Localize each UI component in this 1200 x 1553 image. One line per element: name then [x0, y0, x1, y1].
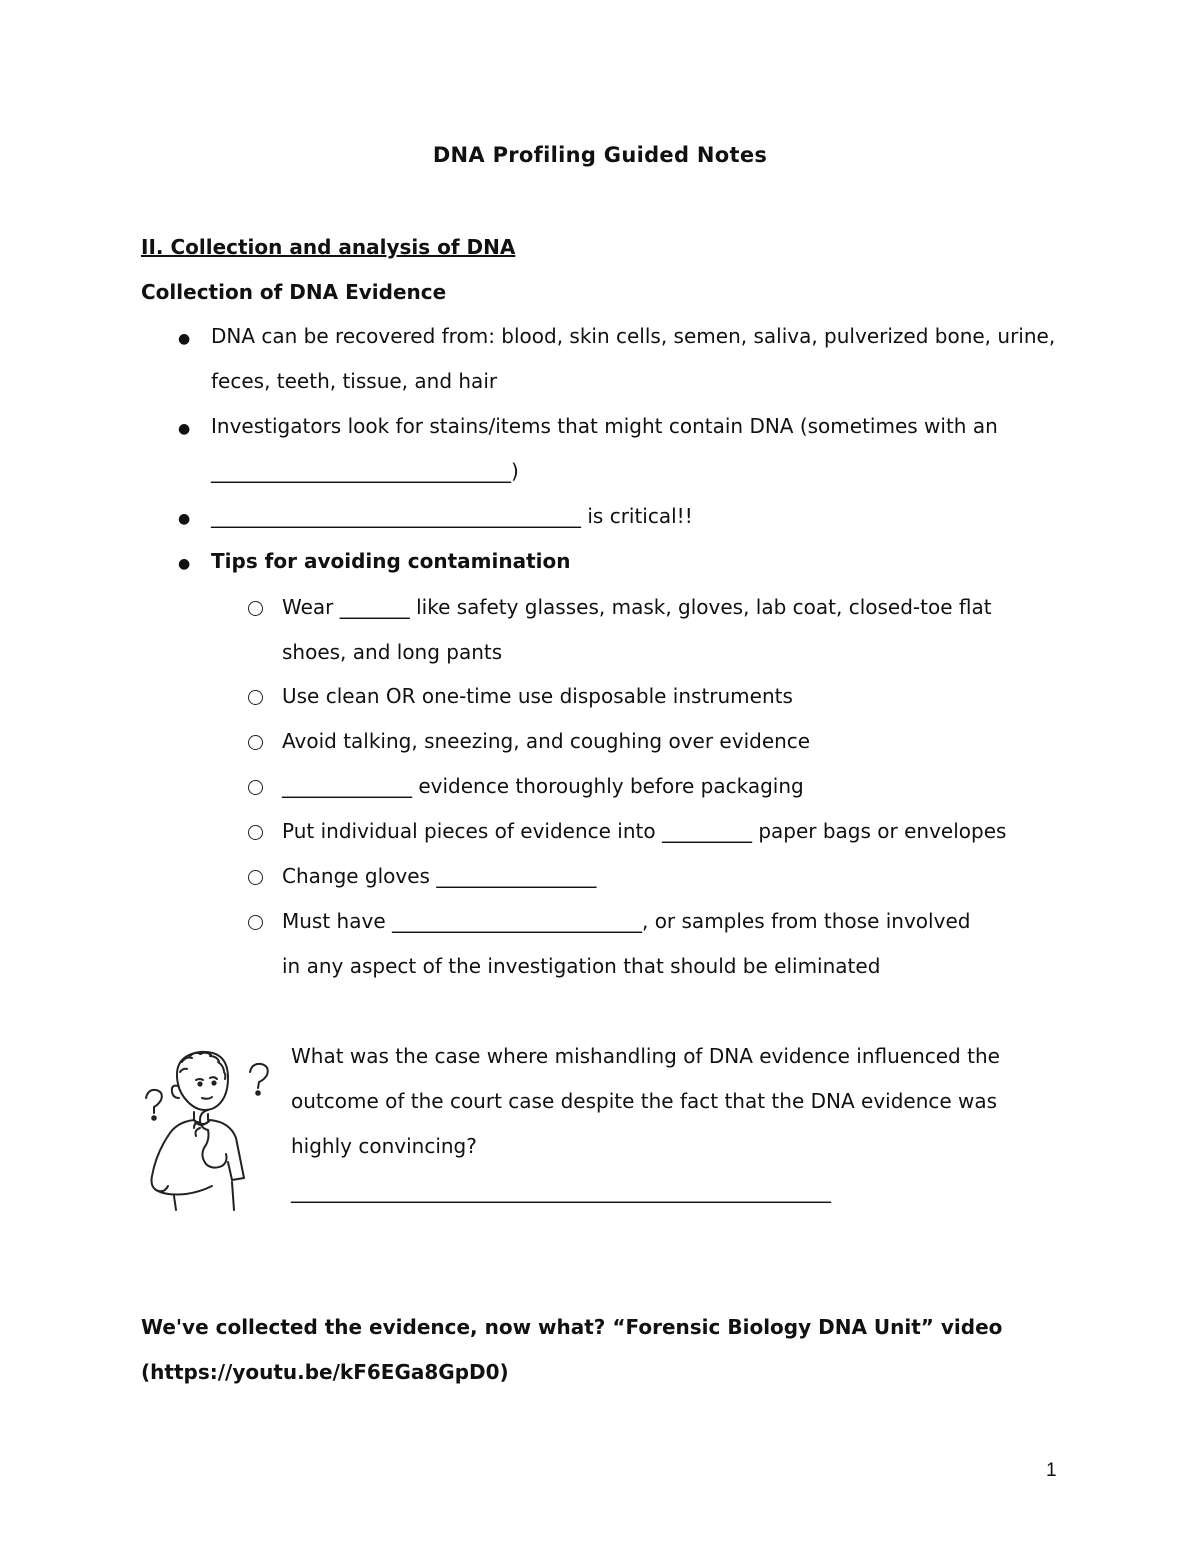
list-item: DNA can be recovered from: blood, skin cells, semen, saliva, pulverized bone, urine, [211, 324, 1056, 348]
circle-bullet-icon [248, 825, 263, 840]
page-title: DNA Profiling Guided Notes [432, 143, 768, 167]
bullet-icon: ● [178, 556, 191, 572]
answer-line: ______________________________________________________ [291, 1179, 831, 1203]
circle-bullet-icon [248, 780, 263, 795]
bullet-icon: ● [178, 511, 191, 527]
section-heading: II. Collection and analysis of DNA [141, 235, 516, 259]
bullet-icon: ● [178, 421, 191, 437]
tip-item: _____________ evidence thoroughly before packaging [282, 774, 804, 798]
list-item: _____________________________________ is critical!! [211, 504, 693, 528]
tip-item: Put individual pieces of evidence into _________ paper bags or envelopes [282, 819, 1007, 843]
circle-bullet-icon [248, 870, 263, 885]
list-item-continued: ______________________________) [211, 459, 519, 483]
tip-item: Use clean OR one-time use disposable instruments [282, 684, 793, 708]
circle-bullet-icon [248, 601, 263, 616]
tip-item: Change gloves ________________ [282, 864, 597, 888]
tip-item: Wear _______ like safety glasses, mask, gloves, lab coat, closed-toe flat [282, 595, 992, 619]
subheading: Collection of DNA Evidence [141, 280, 447, 304]
tip-item-continued: shoes, and long pants [282, 640, 503, 664]
page-number: 1 [1046, 1460, 1057, 1481]
video-link: (https://youtu.be/kF6EGa8GpD0) [141, 1360, 509, 1384]
circle-bullet-icon [248, 915, 263, 930]
tip-item: Avoid talking, sneezing, and coughing over evidence [282, 729, 811, 753]
list-item-tips-heading: Tips for avoiding contamination [211, 549, 571, 573]
list-item-continued: feces, teeth, tissue, and hair [211, 369, 498, 393]
question-text: What was the case where mishandling of DNA evidence influenced the [291, 1044, 1000, 1068]
bullet-icon: ● [178, 331, 191, 347]
video-prompt: We've collected the evidence, now what? “Forensic Biology DNA Unit” video [141, 1315, 1003, 1339]
tip-item: Must have _________________________, or samples from those involved [282, 909, 971, 933]
question-text: highly convincing? [291, 1134, 477, 1158]
tip-item-continued: in any aspect of the investigation that should be eliminated [282, 954, 881, 978]
circle-bullet-icon [248, 735, 263, 750]
list-item: Investigators look for stains/items that might contain DNA (sometimes with an [211, 414, 998, 438]
circle-bullet-icon [248, 690, 263, 705]
question-text: outcome of the court case despite the fact that the DNA evidence was [291, 1089, 998, 1113]
thinking-person-icon [138, 1032, 278, 1212]
